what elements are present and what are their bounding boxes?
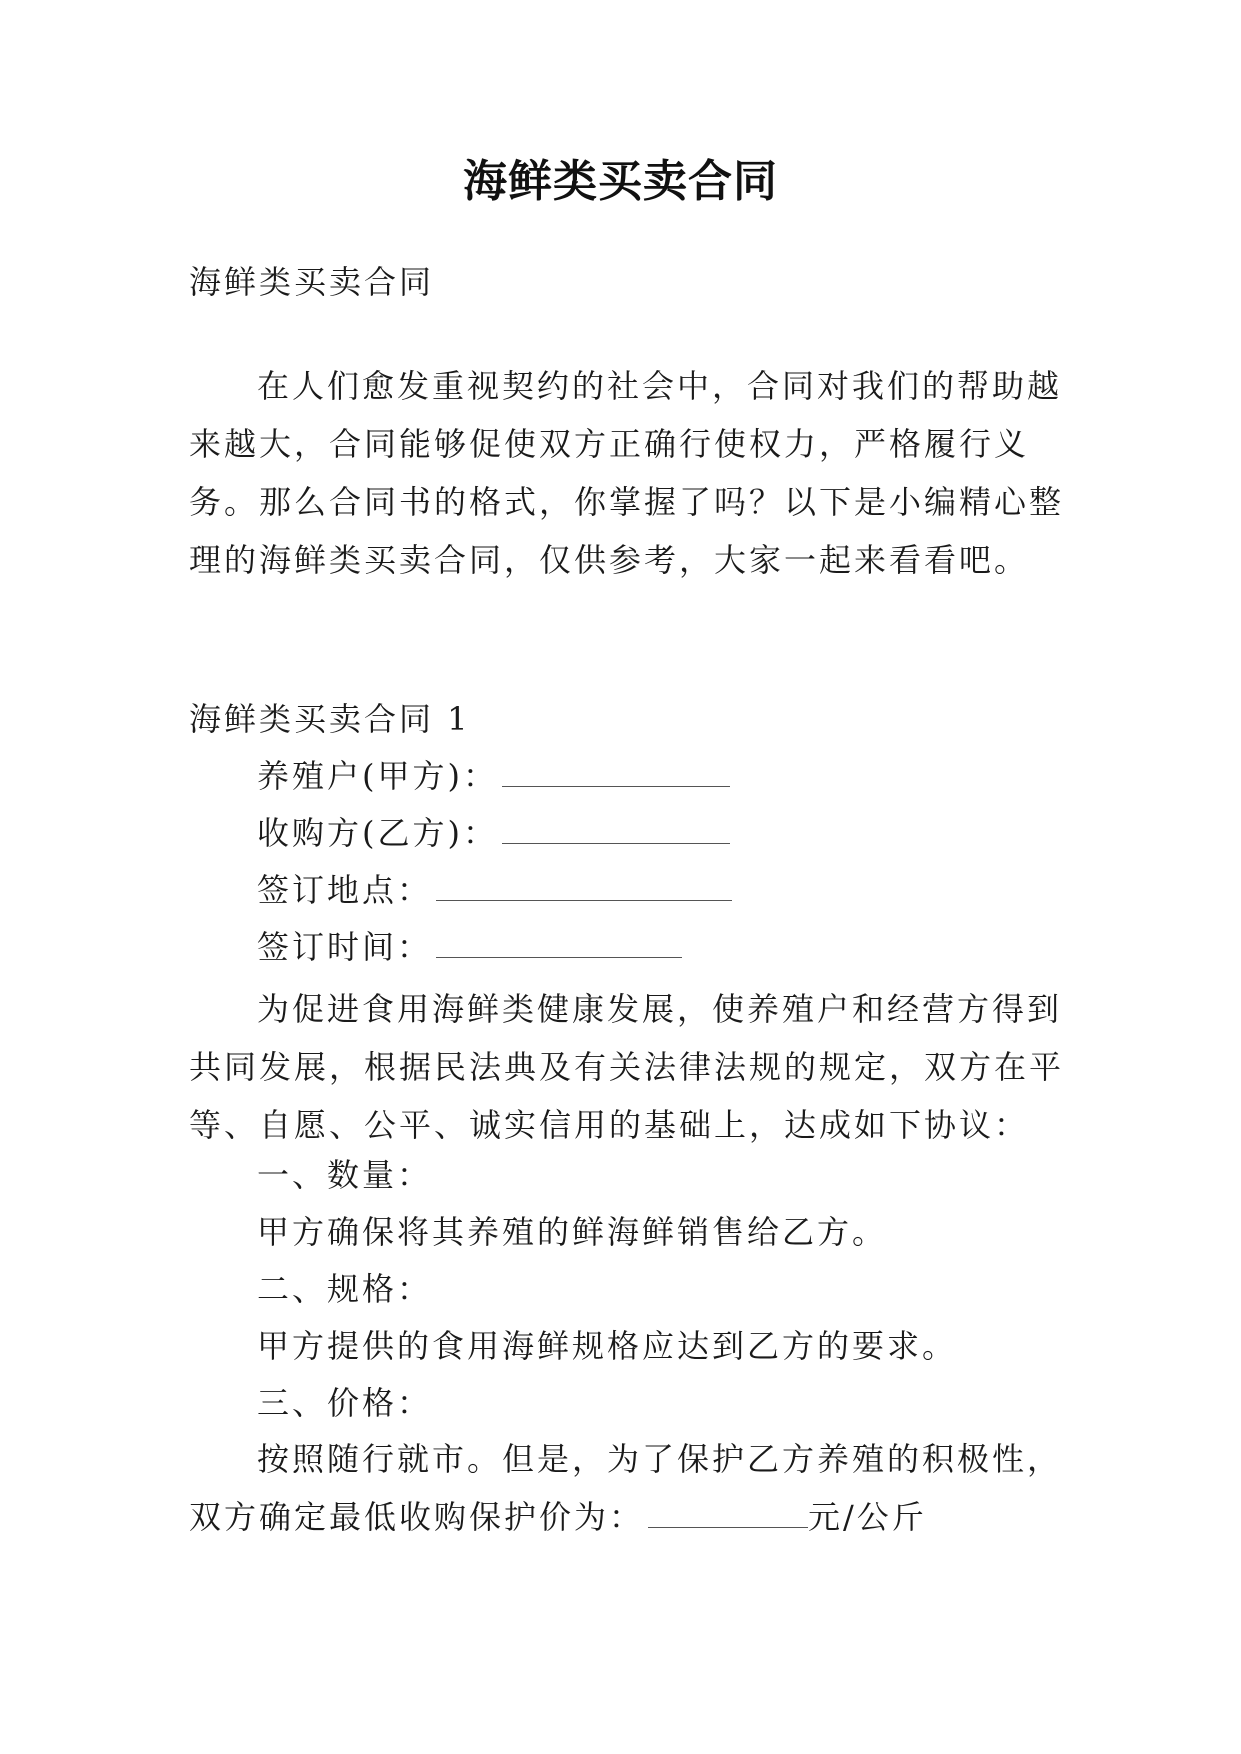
- document-title: 海鲜类买卖合同: [463, 156, 778, 207]
- price-paragraph: [189, 1430, 1069, 1546]
- place-label: 签订地点：: [257, 871, 433, 909]
- party-a-blank[interactable]: [502, 756, 730, 787]
- spec-heading: 二、规格：: [257, 1270, 433, 1308]
- spec-text: 甲方提供的食用海鲜规格应达到乙方的要求。: [257, 1327, 958, 1365]
- party-b-row: [257, 813, 730, 853]
- party-a-label: 养殖户(甲方)：: [257, 757, 498, 795]
- price-blank[interactable]: [648, 1497, 808, 1528]
- quantity-text: 甲方确保将其养殖的鲜海鲜销售给乙方。: [257, 1213, 888, 1251]
- purpose-paragraph: 为促进食用海鲜类健康发展，使养殖户和经营方得到共同发展，根据民法典及有关法律法规的规定，双方在平等、自愿、公平、诚实信用的基础上，达成如下协议：: [189, 990, 1065, 1144]
- party-b-label: 收购方(乙方)：: [257, 814, 498, 852]
- time-row: [257, 927, 682, 967]
- place-blank[interactable]: [436, 870, 732, 901]
- section-heading: 海鲜类买卖合同 1: [189, 700, 471, 738]
- time-blank[interactable]: [436, 927, 682, 958]
- quantity-heading: 一、数量：: [257, 1156, 433, 1194]
- price-heading: 三、价格：: [257, 1384, 433, 1422]
- party-a-row: [257, 756, 730, 796]
- time-label: 签订时间：: [257, 928, 433, 966]
- price-text: 按照随行就市。但是，为了保护乙方养殖的积极性，双方确定最低收购保护价为：: [189, 1440, 1063, 1536]
- place-row: [257, 870, 732, 910]
- document-subtitle: 海鲜类买卖合同: [189, 263, 435, 301]
- intro-paragraph: 在人们愈发重视契约的社会中，合同对我们的帮助越来越大，合同能够促使双方正确行使权力，严格履行义务。那么合同书的格式，你掌握了吗？以下是小编精心整理的海鲜类买卖合同，仅供参考，大家一起来看看吧。: [189, 367, 1065, 579]
- price-unit: 元/公斤: [808, 1498, 927, 1536]
- party-b-blank[interactable]: [502, 813, 730, 844]
